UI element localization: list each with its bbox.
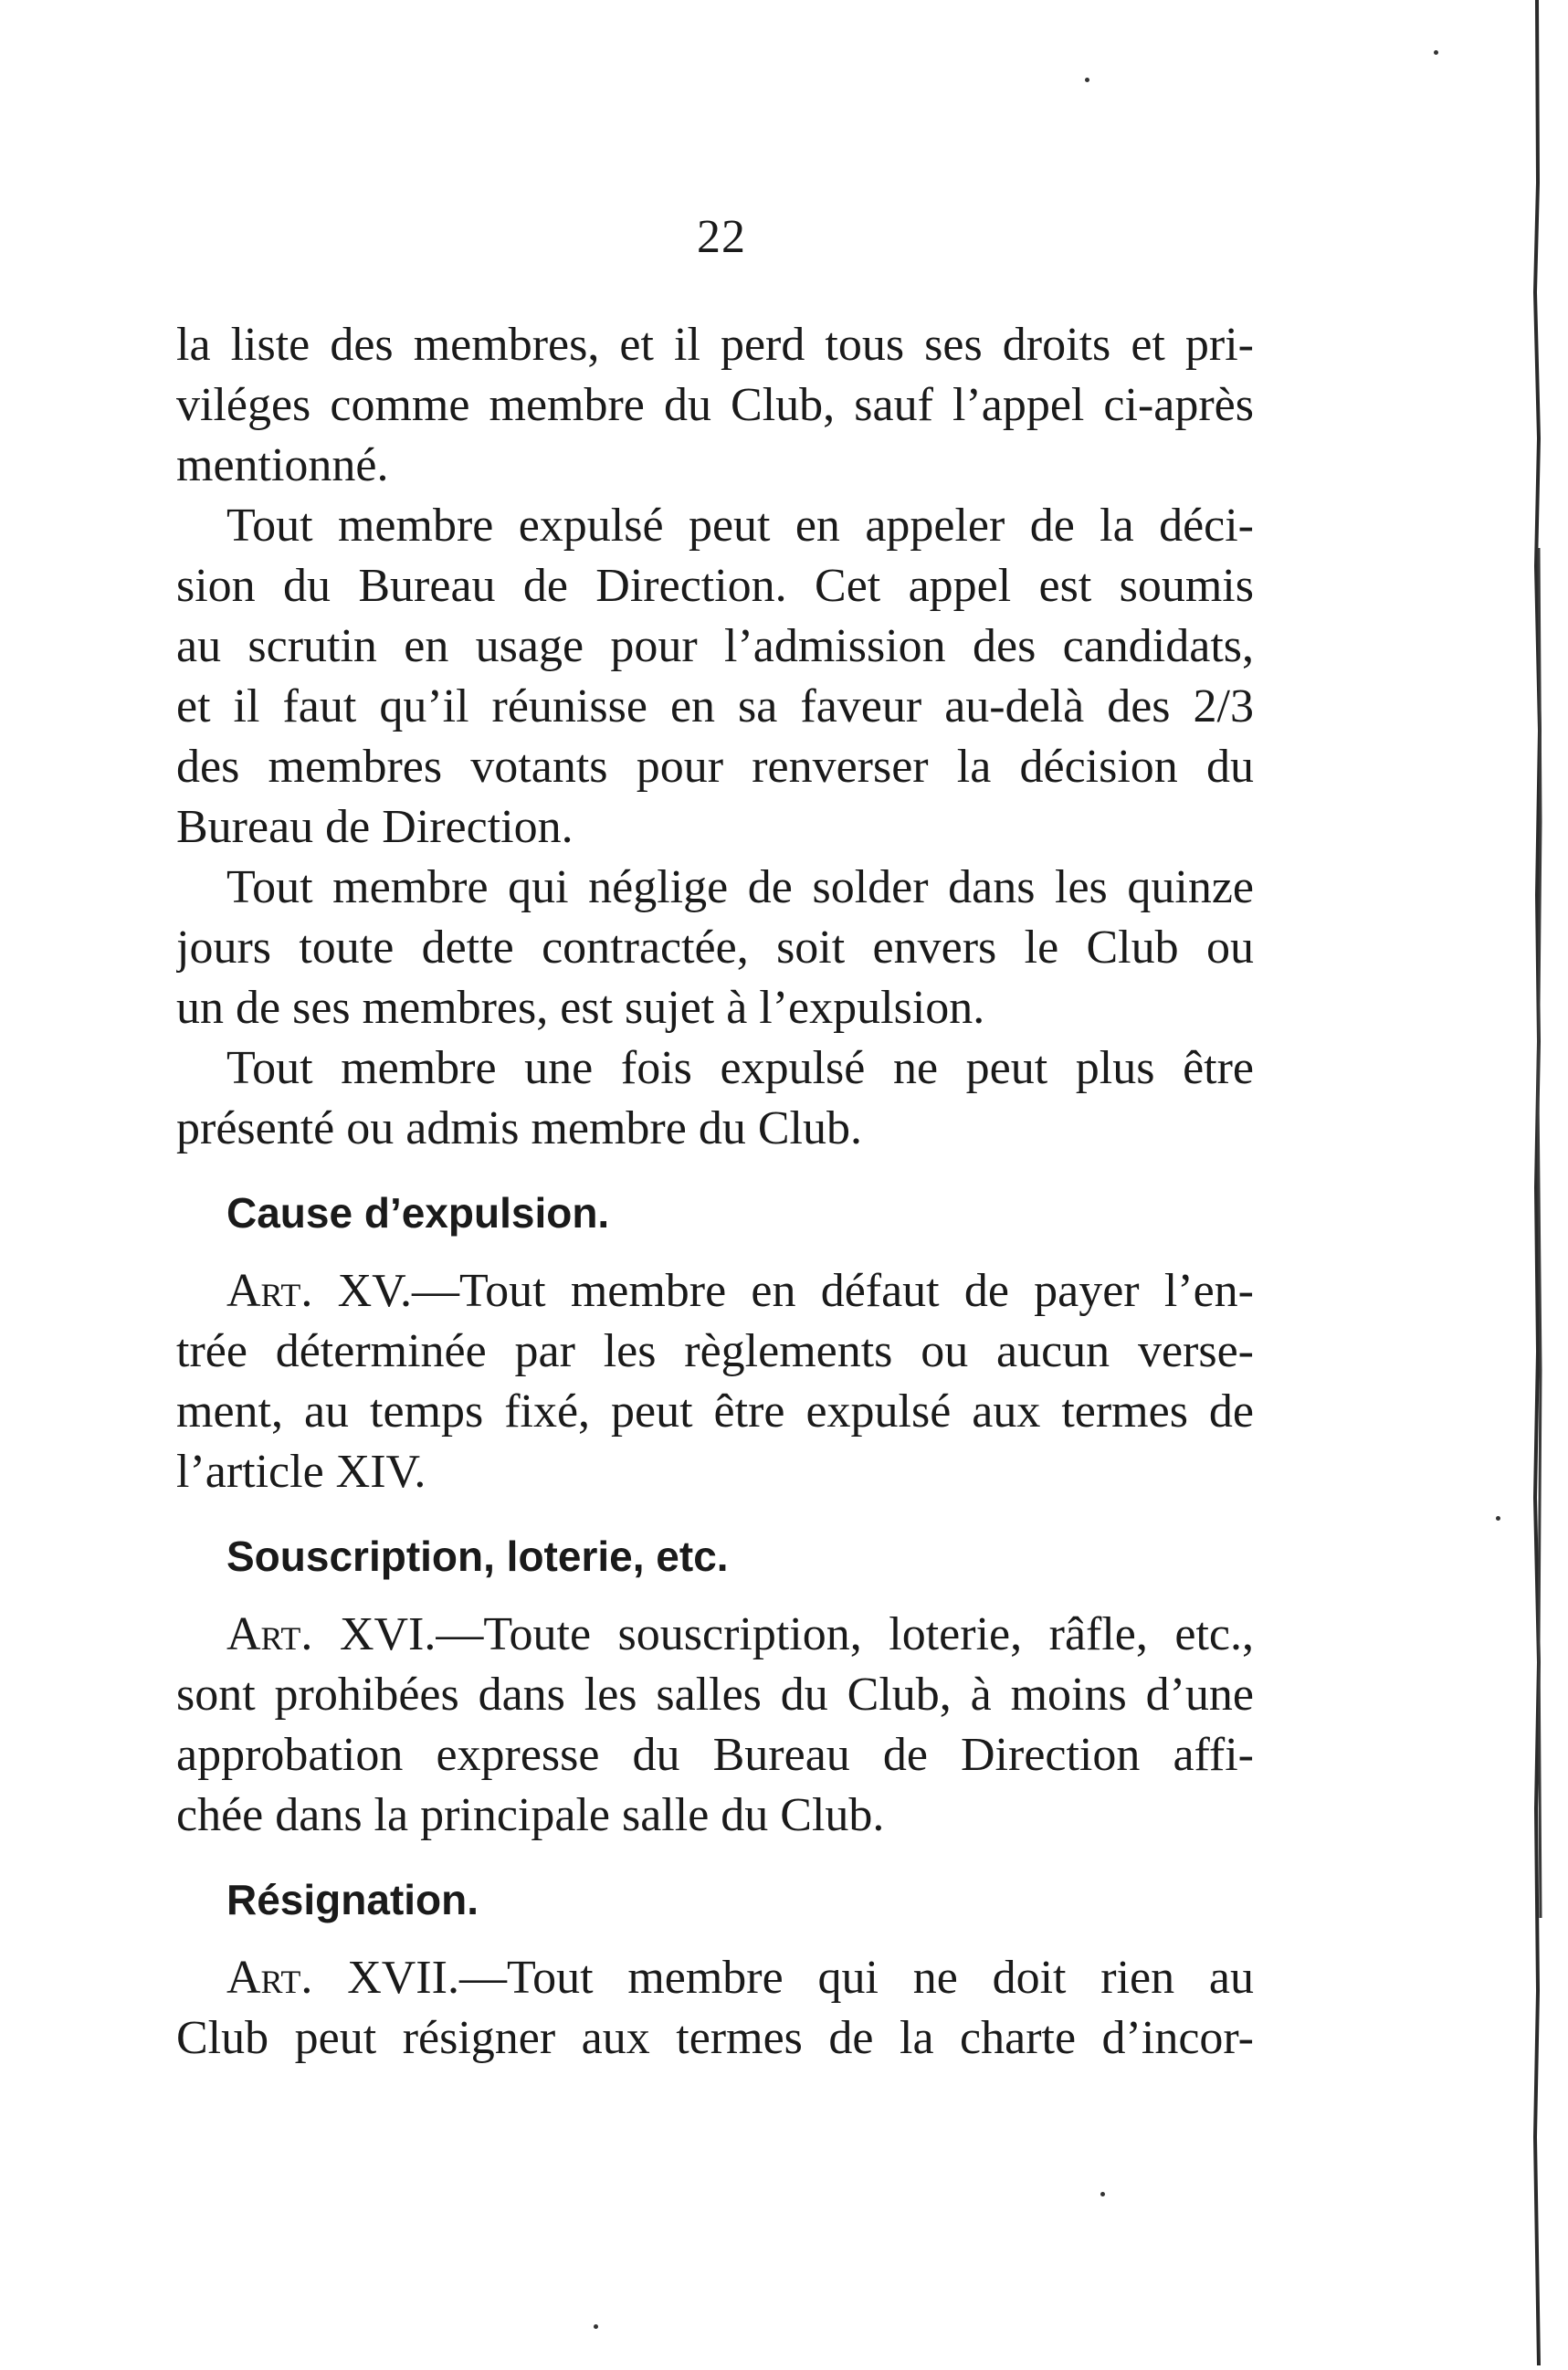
paragraph: [176, 496, 1254, 858]
text-line: sion du Bureau de Direction. Cet appel est soumis: [176, 560, 1254, 612]
text-line: Tout membre expulsé peut en appeler de la déci-: [226, 500, 1254, 552]
section-resignation: [176, 1870, 1254, 2069]
text-line: trée déterminée par les règlements ou aucun verse-: [176, 1325, 1254, 1377]
paragraph: [176, 858, 1254, 1038]
text-line: Club peut résigner aux termes de la charte d’incor-: [176, 2012, 1254, 2064]
text-line: [176, 1948, 1254, 2008]
section-heading: Souscription, loterie, etc.: [226, 1533, 729, 1580]
text-line: un de ses membres, est sujet à l’expulsion.: [176, 982, 985, 1034]
scan-speck: [1085, 78, 1089, 82]
text-line: des membres votants pour renverser la décision du: [176, 741, 1254, 793]
text-line: présenté ou admis membre du Club.: [176, 1102, 862, 1154]
article-text: XV.—Tout membre en défaut de payer l’en-: [337, 1265, 1254, 1317]
section-cause-expulsion: [176, 1183, 1254, 1502]
section-heading: Résignation.: [226, 1876, 479, 1923]
text-line: la liste des membres, et il perd tous ses droits et pri-: [176, 319, 1254, 371]
paragraph: [176, 1038, 1254, 1159]
article-label: Art.: [226, 1608, 313, 1660]
scan-speck: [1496, 1516, 1500, 1521]
scan-speck: [1100, 2192, 1105, 2196]
article-text: XVII.—Tout membre qui ne doit rien au: [347, 1952, 1254, 2004]
article-label: Art.: [226, 1265, 313, 1317]
scan-speck: [1434, 50, 1438, 55]
text-line: l’article XIV.: [176, 1446, 426, 1498]
text-line: au scrutin en usage pour l’admission des candidats,: [176, 620, 1254, 672]
section-souscription: [176, 1526, 1254, 1846]
page-number: 22: [697, 211, 746, 263]
section-heading: Cause d’expulsion.: [226, 1189, 610, 1237]
text-line: ment, au temps fixé, peut être expulsé aux termes de: [176, 1385, 1254, 1438]
text-line: et il faut qu’il réunisse en sa faveur au-delà des 2/3: [176, 680, 1254, 732]
text-line: [176, 1605, 1254, 1665]
paragraph: [176, 315, 1254, 496]
text-line: approbation expresse du Bureau de Direction affi-: [176, 1729, 1254, 1781]
text-line: sont prohibées dans les salles du Club, à moins d’une: [176, 1669, 1254, 1721]
text-line: jours toute dette contractée, soit envers le Club ou: [176, 922, 1254, 974]
text-line: Tout membre qui néglige de solder dans les quinze: [226, 861, 1254, 913]
text-line: mentionné.: [176, 439, 389, 491]
scan-speck: [594, 2324, 598, 2329]
text-line: Bureau de Direction.: [176, 801, 574, 853]
binding-edge: [1522, 0, 1550, 2365]
article-label: Art.: [226, 1952, 313, 2004]
text-line: viléges comme membre du Club, sauf l’appel ci-après: [176, 379, 1254, 431]
binding-edge-shape: [1522, 0, 1550, 2365]
text-line: chée dans la principale salle du Club.: [176, 1789, 885, 1841]
text-line: [176, 1261, 1254, 1322]
text-line: Tout membre une fois expulsé ne peut plus être: [226, 1042, 1254, 1094]
article-text: XVI.—Toute souscription, loterie, râfle, etc.,: [339, 1608, 1254, 1660]
body-text: [176, 315, 1254, 2069]
